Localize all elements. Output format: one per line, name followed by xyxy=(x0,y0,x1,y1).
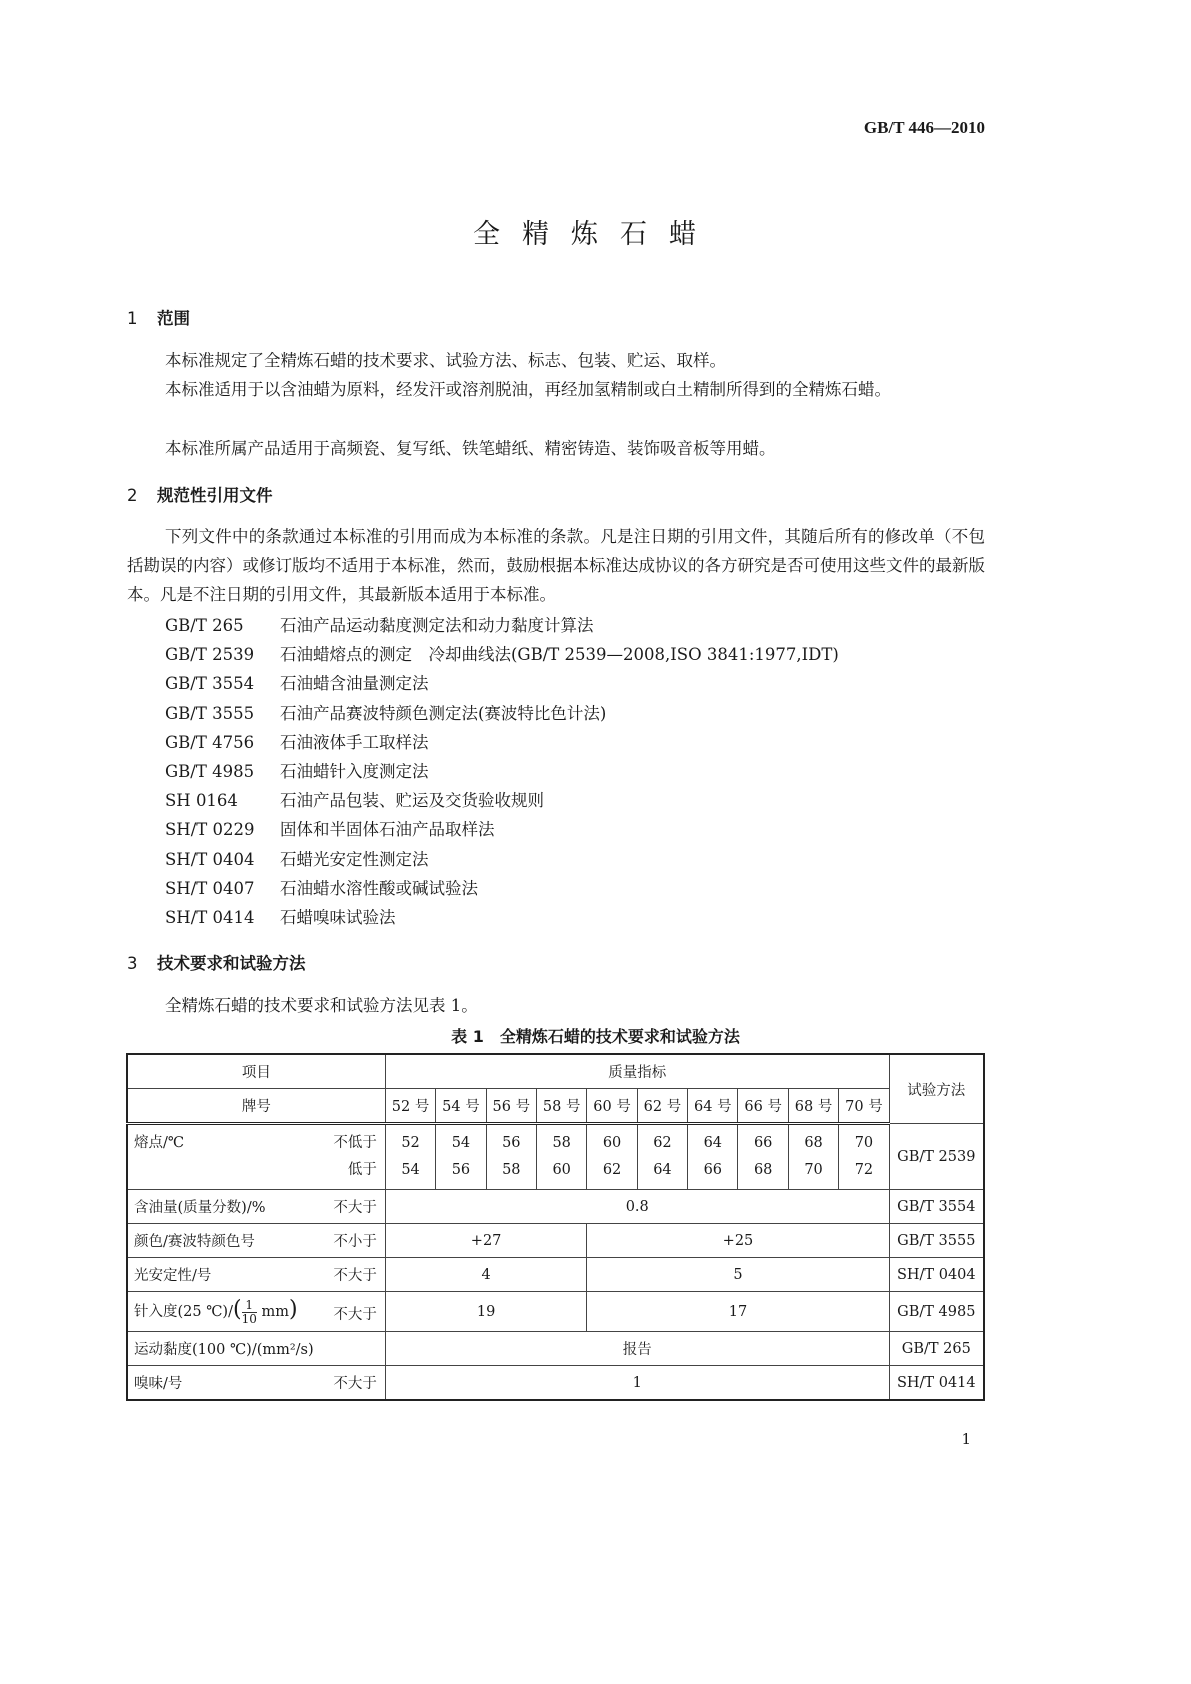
visc-value: 报告 xyxy=(385,1332,889,1366)
header-item: 项目 xyxy=(127,1054,385,1089)
s2-para: 下列文件中的条款通过本标准的引用而成为本标准的条款。凡是注日期的引用文件，其随后所有的修改单（不包括勘误的内容）或修订版均不适用于本标准，然而，鼓励根据本标准达成协议的各方研究是否可使用这些文件的最新版本。凡是不注日期的引用文件，其最新版本适用于本标准。 xyxy=(127,527,985,605)
reference-item: GB/T 265 石油产品运动黏度测定法和动力黏度计算法 xyxy=(165,616,594,635)
color-value-1: +27 xyxy=(385,1224,587,1258)
color-method: GB/T 3555 xyxy=(889,1224,984,1258)
header-grade: 牌号 xyxy=(127,1089,385,1124)
header-quality: 质量指标 xyxy=(385,1054,889,1089)
melt-range-cell: 70 72 xyxy=(839,1124,889,1190)
spec-table xyxy=(126,1053,985,1401)
pen-method: GB/T 4985 xyxy=(889,1292,984,1332)
grade-header: 52 号 xyxy=(385,1089,435,1124)
melt-range-cell: 52 54 xyxy=(385,1124,435,1190)
melt-range-cell: 56 58 xyxy=(486,1124,536,1190)
light-label: 光安定性/号 不大于 xyxy=(127,1258,385,1292)
table-caption: 表 1 全精炼石蜡的技术要求和试验方法 xyxy=(451,1027,740,1046)
melt-range-cell: 68 70 xyxy=(788,1124,838,1190)
melt-range-cell: 66 68 xyxy=(738,1124,788,1190)
color-value-2: +25 xyxy=(587,1224,889,1258)
grade-header: 68 号 xyxy=(788,1089,838,1124)
section-3-heading: 3 技术要求和试验方法 xyxy=(127,954,306,973)
light-value-1: 4 xyxy=(385,1258,587,1292)
melt-range-cell: 62 64 xyxy=(637,1124,687,1190)
melt-range-cell: 64 66 xyxy=(688,1124,738,1190)
visc-label: 运动黏度(100 ℃)/(mm²/s) xyxy=(127,1332,385,1366)
light-method: SH/T 0404 xyxy=(889,1258,984,1292)
odor-value: 1 xyxy=(385,1366,889,1401)
page-number: 1 xyxy=(961,1430,971,1448)
oil-label: 含油量(质量分数)/% 不大于 xyxy=(127,1190,385,1224)
odor-method: SH/T 0414 xyxy=(889,1366,984,1401)
melt-range-cell: 60 62 xyxy=(587,1124,637,1190)
melt-label: 熔点/℃ 不低于 低于 xyxy=(127,1124,385,1190)
odor-label: 嗅味/号 不大于 xyxy=(127,1366,385,1401)
reference-item: GB/T 4756 石油液体手工取样法 xyxy=(165,732,429,752)
light-value-2: 5 xyxy=(587,1258,889,1292)
oil-method: GB/T 3554 xyxy=(889,1190,984,1224)
s1-para-1: 本标准规定了全精炼石蜡的技术要求、试验方法、标志、包装、贮运、取样。 xyxy=(165,351,726,370)
page-title: 全精炼石蜡 xyxy=(473,219,718,250)
grade-header: 60 号 xyxy=(587,1089,637,1124)
s1-para-3: 本标准所属产品适用于高频瓷、复写纸、铁笔蜡纸、精密铸造、装饰吸音板等用蜡。 xyxy=(165,439,776,458)
header-method: 试验方法 xyxy=(889,1054,984,1124)
grade-header: 64 号 xyxy=(688,1089,738,1124)
melt-range-cell: 58 60 xyxy=(536,1124,586,1190)
melt-range-cell: 54 56 xyxy=(436,1124,486,1190)
grade-header: 66 号 xyxy=(738,1089,788,1124)
grade-header: 56 号 xyxy=(486,1089,536,1124)
reference-item: SH/T 0407 石油蜡水溶性酸或碱试验法 xyxy=(165,878,478,898)
visc-method: GB/T 265 xyxy=(889,1332,984,1366)
pen-value-1: 19 xyxy=(385,1292,587,1332)
reference-item: GB/T 2539 石油蜡熔点的测定 冷却曲线法(GB/T 2539—2008,ISO 3841:1977,IDT) xyxy=(165,645,839,665)
grade-header: 70 号 xyxy=(839,1089,889,1124)
grade-header: 58 号 xyxy=(536,1089,586,1124)
reference-item: SH 0164 石油产品包装、贮运及交货验收规则 xyxy=(165,791,544,811)
standard-number: GB/T 446—2010 xyxy=(863,118,985,137)
oil-value: 0.8 xyxy=(385,1190,889,1224)
s1-para-2: 本标准适用于以含油蜡为原料，经发汗或溶剂脱油，再经加氢精制或白土精制所得到的全精炼石蜡。 xyxy=(165,380,891,399)
reference-item: SH/T 0229 固体和半固体石油产品取样法 xyxy=(165,820,495,840)
reference-item: GB/T 3555 石油产品赛波特颜色测定法(赛波特比色计法) xyxy=(165,703,607,723)
section-2-heading: 2 规范性引用文件 xyxy=(127,486,273,505)
s3-para: 全精炼石蜡的技术要求和试验方法见表 1。 xyxy=(165,996,478,1015)
melt-method: GB/T 2539 xyxy=(889,1124,984,1190)
reference-item: SH/T 0404 石蜡光安定性测定法 xyxy=(165,849,429,869)
section-1-heading: 1 范围 xyxy=(127,309,190,328)
reference-item: GB/T 3554 石油蜡含油量测定法 xyxy=(165,674,429,694)
grade-header: 62 号 xyxy=(637,1089,687,1124)
pen-label: 针入度(25 ℃)/( $\frac{1}{10}$ mm) 不大于 xyxy=(127,1292,385,1332)
pen-value-2: 17 xyxy=(587,1292,889,1332)
reference-item: GB/T 4985 石油蜡针入度测定法 xyxy=(165,762,429,781)
reference-item: SH/T 0414 石蜡嗅味试验法 xyxy=(165,908,396,927)
color-label: 颜色/赛波特颜色号 不小于 xyxy=(127,1224,385,1258)
grade-header: 54 号 xyxy=(436,1089,486,1124)
